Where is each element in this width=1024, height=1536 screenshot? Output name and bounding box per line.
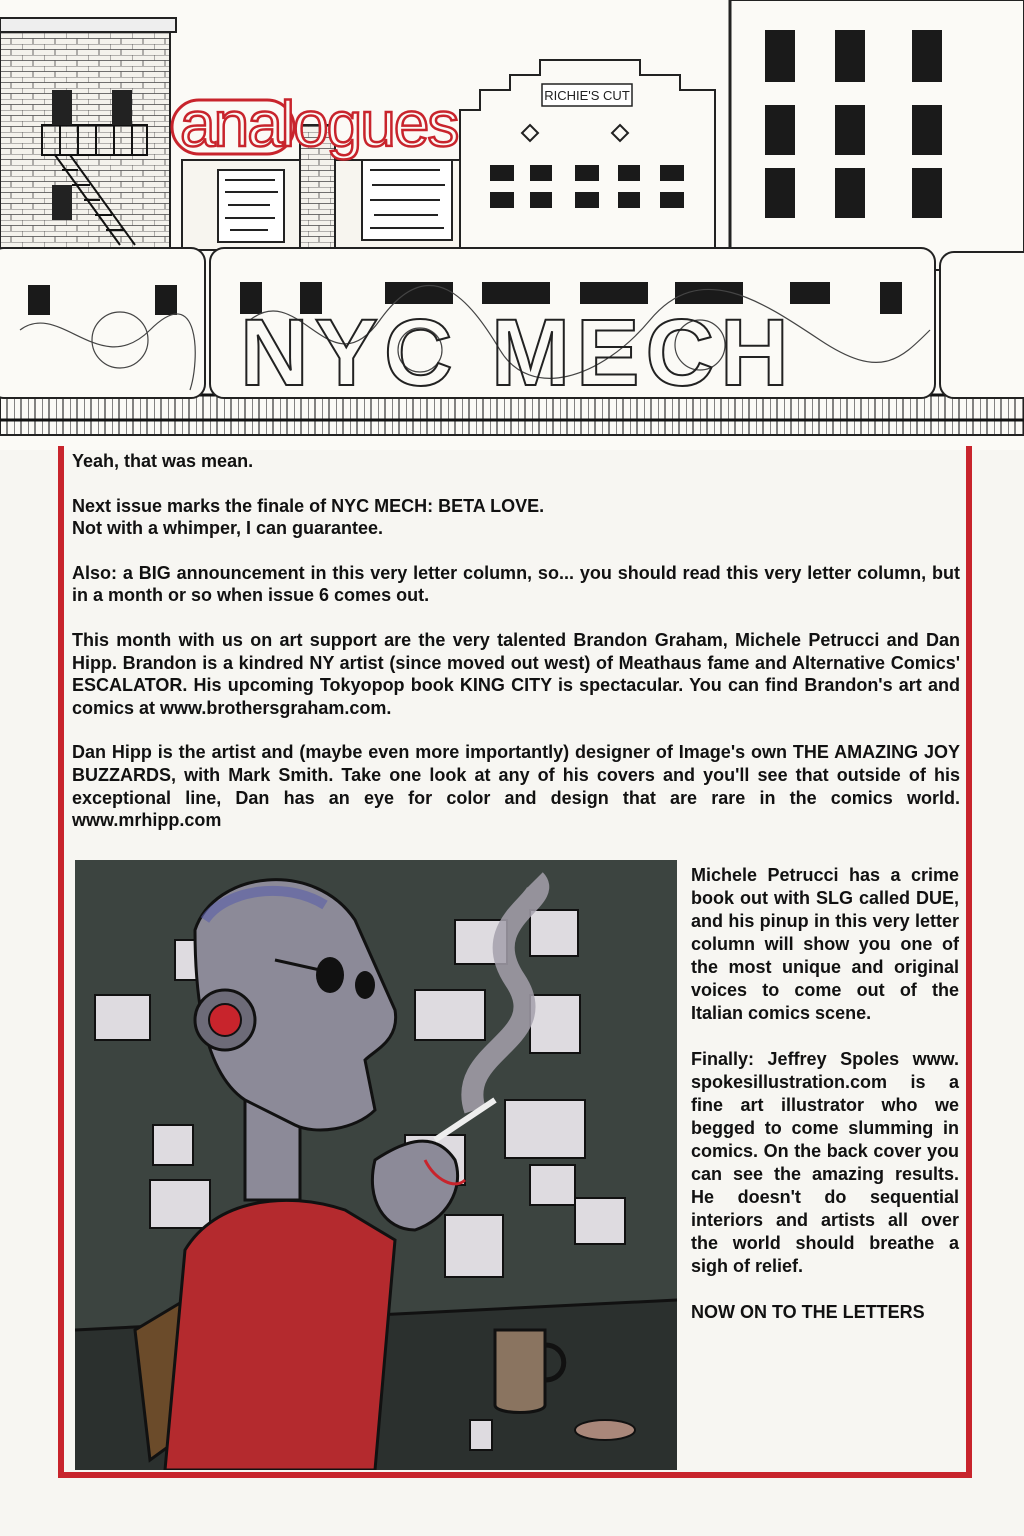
pinup-illustration: [75, 860, 677, 1470]
intro-paragraph-2-line-1: Next issue marks the finale of NYC MECH: BETA LOVE.: [72, 495, 545, 516]
robot-smoking-illustration: [75, 860, 677, 1470]
cityscape-train-illustration: [0, 0, 1024, 450]
building-sign: RICHIE'S CUT: [544, 88, 630, 103]
intro-paragraph-2: [72, 495, 960, 540]
sidebar-paragraph-1: Michele Petrucci has a crime book out with SLG called DUE, and his pinup in this very letter column will show you one of the most unique and original voices to come out of the Italian comics scene.: [691, 865, 959, 1023]
intro-paragraph-4: This month with us on art support are the very talented Brandon Graham, Michele Petrucci and Dan Hipp. Brandon is a kindred NY artist (since moved out west) of Meathaus fame and Alternative Comics' ESCALATOR. His upcoming Tokyopop book KING CITY is spectacular. You can find Brandon's art and comics at www.brothersgraham.com.: [72, 629, 960, 718]
letter-column-sidebar: [691, 864, 959, 1347]
intro-paragraph-2-line-2: Not with a whimper, I can guarantee.: [72, 518, 384, 539]
letter-column-intro: [72, 450, 960, 854]
intro-paragraph-3: Also: a BIG announcement in this very letter column, so... you should read this very letter column, but in a month or so when issue 6 comes out.: [72, 562, 960, 606]
intro-paragraph-5: Dan Hipp is the artist and (maybe even more importantly) designer of Image's own THE AMAZING JOY BUZZARDS, with Mark Smith. Take one look at any of his covers and you'll see that outside of his exceptional line, Dan has an eye for color and design that are rare in the comics world. www.mrhipp.com: [72, 742, 960, 831]
train-graffiti-text: NYC MECH: [240, 300, 795, 406]
logo-text: analogues: [180, 88, 458, 160]
sidebar-paragraph-2: Finally: Jeffrey Spoles www. spokesillustration.com is a fine art illustrator who we begged to come slumming in comics. On the back cover you can see the amazing results. He doesn't do sequential interiors and artists all over the world should breathe a sigh of relief.: [691, 1049, 959, 1276]
header-illustration: [0, 0, 1024, 450]
sidebar-paragraph-3: NOW ON TO THE LETTERS: [691, 1302, 925, 1322]
intro-paragraph-1: Yeah, that was mean.: [72, 451, 254, 471]
